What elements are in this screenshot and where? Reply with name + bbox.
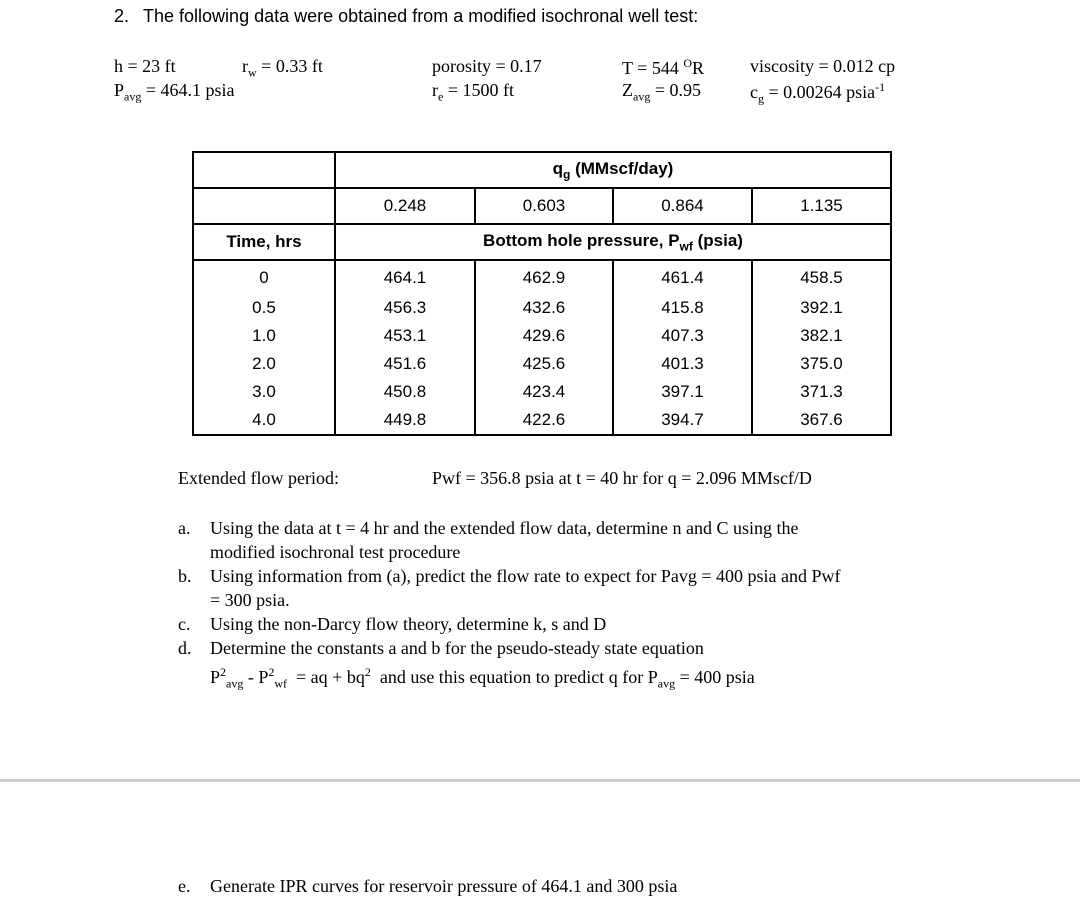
- param-porosity: porosity = 0.17: [432, 56, 542, 76]
- extended-flow-text: Pwf = 356.8 psia at t = 40 hr for q = 2.096 MMscf/D: [432, 468, 812, 488]
- param-rw: $r_w = 0.33$ ft: [242, 56, 323, 80]
- problem-number: 2.: [114, 6, 130, 26]
- rate-value: 0.864: [613, 188, 752, 224]
- param-zavg: $Z_{avg} = 0.95$: [622, 80, 701, 104]
- rate-value: 0.603: [475, 188, 613, 224]
- problem-statement: The following data were obtained from a modified isochronal well test:: [143, 6, 699, 26]
- param-cg: $c_g = 0.00264$ psia$^{-1}$: [750, 80, 886, 106]
- rate-value: 0.248: [335, 188, 475, 224]
- table-row: 2.0 451.6 425.6 401.3 375.0: [193, 350, 891, 378]
- table-row: 1.0 453.1 429.6 407.3 382.1: [193, 322, 891, 350]
- rate-value: 1.135: [752, 188, 891, 224]
- time-header: Time, hrs: [193, 224, 335, 260]
- page-divider: [0, 779, 1080, 782]
- problem-heading: [114, 6, 698, 27]
- question-d: d. Determine the constants a and b for the pseudo-steady state equation $P^2_{avg} - P^2_{wf}$ = aq + $bq^2$ and use this equation to predict q for $P_{avg} = 400$ psia: [178, 636, 958, 696]
- table-row: 3.0 450.8 423.4 397.1 371.3: [193, 378, 891, 406]
- table-row: 0.5 456.3 432.6 415.8 392.1: [193, 294, 891, 322]
- question-b: b. Using information from (a), predict the flow rate to expect for Pavg = 400 psia and Pwf = 300 psia.: [178, 566, 841, 610]
- table-rates-row: [193, 188, 891, 224]
- question-list: [178, 516, 958, 696]
- param-re: $r_e = 1500$ ft: [432, 80, 514, 104]
- question-a: a. Using the data at t = 4 hr and the extended flow data, determine n and C using the modified isochronal test procedure: [178, 518, 799, 562]
- param-pavg: $P_{avg} = 464.1$ psia: [114, 80, 235, 104]
- pressure-header: Bottom hole pressure, $P_{wf}$ (psia): [335, 224, 891, 260]
- pseudo-steady-equation: $P^2_{avg} - P^2_{wf}$ = aq + $bq^2$ and use this equation to predict q for $P_{avg} = 400$ psia: [210, 665, 755, 691]
- question-c: c. Using the non-Darcy flow theory, determine k, s and D: [178, 614, 607, 634]
- table-row: 4.0 449.8 422.6 394.7 367.6: [193, 406, 891, 435]
- question-e: e. Generate IPR curves for reservoir pressure of 464.1 and 300 psia: [178, 876, 678, 896]
- table-rate-header-row: [193, 152, 891, 188]
- table-pressure-header-row: [193, 224, 891, 260]
- param-h: h = 23 ft: [114, 56, 176, 76]
- table-row: 0 464.1 462.9 461.4 458.5: [193, 260, 891, 294]
- extended-flow-label: Extended flow period:: [178, 468, 339, 488]
- param-viscosity: viscosity = 0.012 cp: [750, 56, 896, 76]
- rate-header: $q_g$ (MMscf/day): [335, 152, 891, 188]
- well-test-table: [192, 151, 892, 436]
- param-temperature: T = 544 $^O$R: [622, 56, 705, 78]
